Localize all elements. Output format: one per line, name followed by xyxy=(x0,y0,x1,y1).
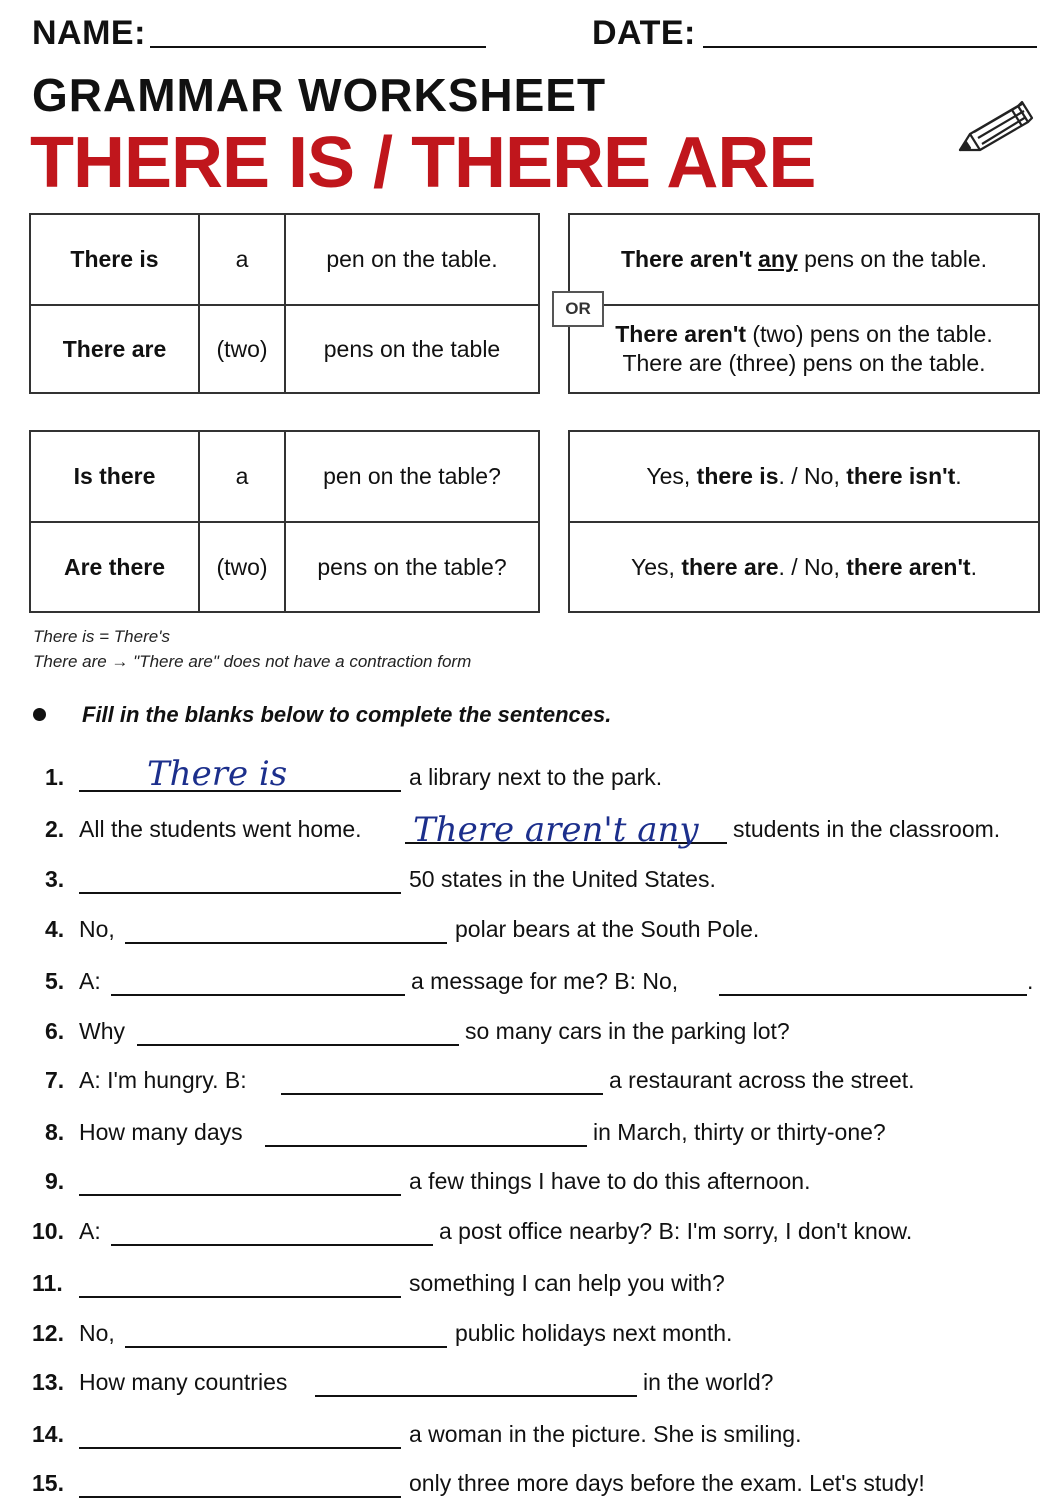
cell-object: pens on the table? xyxy=(285,522,539,612)
negative-table xyxy=(568,213,1040,394)
ans-text: . xyxy=(955,463,962,489)
question-text: 50 states in the United States. xyxy=(409,866,716,892)
cell-subject: There are xyxy=(30,305,199,393)
answer-blank[interactable] xyxy=(315,1395,637,1397)
ans-text: Yes, xyxy=(646,463,697,489)
question-number: 10. xyxy=(32,1218,64,1244)
neg-bold: There aren't xyxy=(620,246,759,272)
cell-quantity: (two) xyxy=(199,305,285,393)
ans-bold: there aren't xyxy=(846,553,971,580)
question-number: 1. xyxy=(45,764,65,790)
question-number: 4. xyxy=(45,916,65,942)
answer-blank[interactable] xyxy=(79,892,401,894)
answer-blank[interactable] xyxy=(111,1244,433,1246)
cell-subject: There is xyxy=(30,214,199,305)
ans-bold: there isn't xyxy=(846,463,956,489)
answer-blank[interactable] xyxy=(719,994,1027,996)
answer-blank[interactable] xyxy=(125,1346,447,1348)
neg-rest: pens on the table. xyxy=(797,246,988,272)
answer-blank[interactable] xyxy=(265,1145,587,1147)
ans-text: . / No, xyxy=(778,553,847,580)
question-text: . xyxy=(1027,968,1034,994)
question-number: 12. xyxy=(32,1320,64,1346)
question-text: polar bears at the South Pole. xyxy=(455,916,760,942)
neg2-rest: (two) pens on the table. xyxy=(745,321,993,347)
question-number: 3. xyxy=(45,866,65,892)
note-line-2: There are → "There are" does not have a contraction form xyxy=(33,652,472,671)
question-text: a restaurant across the street. xyxy=(609,1067,915,1093)
ans-bold: there are xyxy=(681,553,779,580)
question-text: a message for me? B: No, xyxy=(411,968,679,994)
instruction: Fill in the blanks below to complete the sentences. xyxy=(82,702,612,727)
answer-blank[interactable] xyxy=(281,1093,603,1095)
question-text: students in the classroom. xyxy=(733,816,1001,842)
question-number: 8. xyxy=(45,1119,65,1145)
answer-blank[interactable] xyxy=(137,1044,459,1046)
ans-text: . xyxy=(970,553,977,580)
question-text: A: xyxy=(79,1218,101,1244)
answer-table xyxy=(568,430,1040,613)
answer-blank[interactable] xyxy=(79,1447,401,1449)
answer-row-are xyxy=(569,522,1039,612)
cell-object: pen on the table. xyxy=(285,214,539,305)
answer-blank[interactable] xyxy=(125,942,447,944)
neg2-bold: There aren't xyxy=(615,321,746,347)
negative-any-cell xyxy=(569,214,1039,305)
question-text: only three more days before the exam. Let's study! xyxy=(409,1470,925,1496)
question-table xyxy=(29,430,540,613)
cell-object: pen on the table? xyxy=(285,431,539,522)
question-text: How many countries xyxy=(79,1369,288,1395)
name-label: NAME: xyxy=(32,14,146,52)
ans-bold: there is xyxy=(696,463,779,489)
bullet-icon xyxy=(33,708,46,721)
question-text: something I can help you with? xyxy=(409,1270,725,1296)
neg2-line2: There are (three) pens on the table. xyxy=(622,350,986,376)
question-number: 9. xyxy=(45,1168,65,1194)
cell-quantity: a xyxy=(199,214,285,305)
answer-blank[interactable] xyxy=(111,994,405,996)
date-field[interactable] xyxy=(703,46,1037,48)
answer-blank[interactable] xyxy=(79,1194,401,1196)
neg-any: any xyxy=(758,246,798,272)
question-text: in March, thirty or thirty-one? xyxy=(593,1119,886,1145)
question-text: in the world? xyxy=(643,1369,774,1395)
question-text: public holidays next month. xyxy=(455,1320,733,1346)
question-text: A: I'm hungry. B: xyxy=(79,1067,247,1093)
question-number: 6. xyxy=(45,1018,65,1044)
pencil-icon xyxy=(952,98,1034,160)
negative-count-cell xyxy=(569,305,1039,393)
cell-object: pens on the table xyxy=(285,305,539,393)
ans-text: . / No, xyxy=(778,463,847,489)
name-field[interactable] xyxy=(150,46,486,48)
question-number: 11. xyxy=(32,1270,63,1296)
date-label: DATE: xyxy=(592,14,696,52)
handwritten-answer: There is xyxy=(147,754,288,794)
worksheet-title: GRAMMAR WORKSHEET xyxy=(32,69,607,121)
answer-blank[interactable] xyxy=(79,1496,401,1498)
question-number: 2. xyxy=(45,816,65,842)
or-badge: OR xyxy=(552,291,604,327)
cell-subject: Are there xyxy=(30,522,199,612)
question-number: 15. xyxy=(32,1470,64,1496)
worksheet-subtitle: THERE IS / THERE ARE xyxy=(30,123,816,203)
question-text: A: xyxy=(79,968,101,994)
cell-quantity: a xyxy=(199,431,285,522)
question-number: 14. xyxy=(32,1421,64,1447)
affirmative-table xyxy=(29,213,540,394)
handwritten-answer: There aren't any xyxy=(413,810,699,850)
answer-row-is xyxy=(569,431,1039,522)
question-number: 13. xyxy=(32,1369,64,1395)
ans-text: Yes, xyxy=(631,553,682,580)
question-text: All the students went home. xyxy=(79,816,362,842)
note-line-1: There is = There's xyxy=(33,627,170,646)
question-text: a library next to the park. xyxy=(409,764,663,790)
question-text: a woman in the picture. She is smiling. xyxy=(409,1421,802,1447)
question-text: so many cars in the parking lot? xyxy=(465,1018,790,1044)
question-text: Why xyxy=(79,1018,125,1044)
question-text: No, xyxy=(79,1320,115,1346)
question-text: a few things I have to do this afternoon. xyxy=(409,1168,811,1194)
answer-blank[interactable] xyxy=(79,1296,401,1298)
question-number: 7. xyxy=(45,1067,65,1093)
question-text: a post office nearby? B: I'm sorry, I don't know. xyxy=(439,1218,913,1244)
cell-subject: Is there xyxy=(30,431,199,522)
question-text: No, xyxy=(79,916,115,942)
question-text: How many days xyxy=(79,1119,243,1145)
question-number: 5. xyxy=(45,968,65,994)
cell-quantity: (two) xyxy=(199,522,285,612)
